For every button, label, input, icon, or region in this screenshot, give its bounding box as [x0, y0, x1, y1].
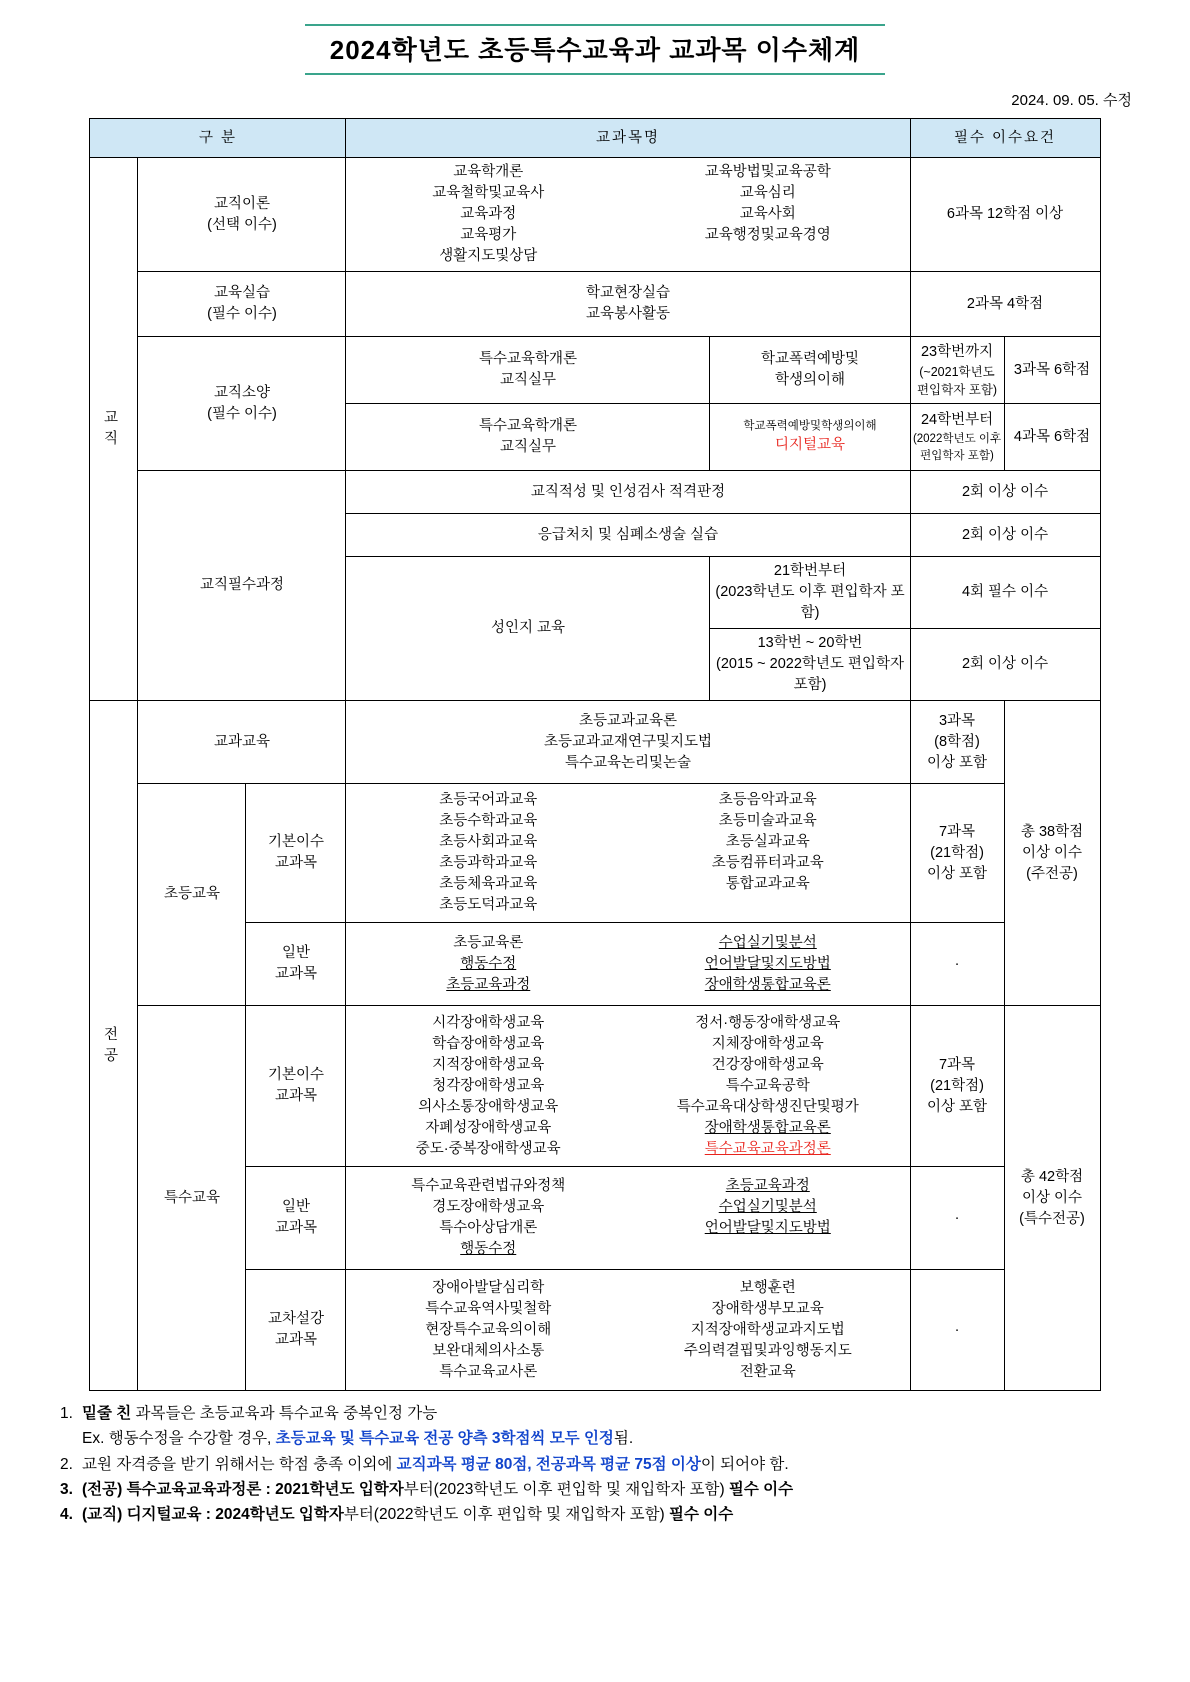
header-division: 구 분	[90, 119, 346, 158]
elementary-total-requirement: 총 38학점 이상 이수 (주전공)	[1004, 701, 1100, 1006]
special-general-subjects: 특수교육관련법규와정책 경도장애학생교육 특수아상담개론 행동수정 초등교육과정 수업실기및분석 언어발달및지도방법	[346, 1167, 910, 1270]
special-cross-requirement: ·	[910, 1270, 1004, 1391]
table-row	[90, 784, 1100, 923]
row-label-literacy: 교직소양 (필수 이수)	[138, 337, 346, 471]
table-row	[90, 337, 1100, 404]
required-item3a-requirement: 4회 필수 이수	[910, 557, 1100, 629]
special-basic-subjects: 시각장애학생교육 학습장애학생교육 지적장애학생교육 청각장애학생교육 의사소통장애학생교육 자폐성장애학생교육 중도·중복장애학생교육 정서·행동장애학생교육 지체장애학생교육 건강장애학생교육 특수교육공학 특수교육대상학생진단및평가 장애학생통합교육론 특수교육교육과정론	[346, 1006, 910, 1167]
elementary-general-subjects: 초등교육론 행동수정 초등교육과정 수업실기및분석 언어발달및지도방법 장애학생통합교육론	[346, 923, 910, 1006]
row-label-theory: 교직이론 (선택 이수)	[138, 158, 346, 272]
special-basic-requirement: 7과목 (21학점) 이상 포함	[910, 1006, 1004, 1167]
special-total-requirement: 총 42학점 이상 이수 (특수전공)	[1004, 1006, 1100, 1391]
special-general-requirement: ·	[910, 1167, 1004, 1270]
group-label-jeongong: 전 공	[90, 701, 138, 1391]
literacy-row2-requirement: 4과목 6학점	[1004, 404, 1100, 471]
row-label-special: 특수교육	[138, 1006, 246, 1391]
group-label-gyojik: 교 직	[90, 158, 138, 701]
required-item3-label: 성인지 교육	[346, 557, 710, 701]
footnote-1-example: Ex. 행동수정을 수강할 경우, 초등교육 및 특수교육 전공 양측 3학점씩 모두 인정됨.	[82, 1430, 634, 1448]
elementary-general-requirement: ·	[910, 923, 1004, 1006]
table-row	[90, 701, 1100, 784]
special-cross-label: 교차설강 교과목	[246, 1270, 346, 1391]
elementary-basic-requirement: 7과목 (21학점) 이상 포함	[910, 784, 1004, 923]
row-label-required-course: 교직필수과정	[138, 471, 346, 701]
theory-subjects: 교육학개론 교육철학및교육사 교육과정 교육평가 생활지도및상담 교육방법및교육공학 교육심리 교육사회 교육행정및교육경영	[346, 158, 910, 272]
literacy-row2-col3: 24학번부터 (2022학년도 이후 편입학자 포함)	[910, 404, 1004, 471]
special-cross-subjects: 장애아발달심리학 특수교육역사및철학 현장특수교육의이해 보완대체의사소통 특수교육교사론 보행훈련 장애학생부모교육 지적장애학생교과지도법 주의력결핍및과잉행동지도 전환교육	[346, 1270, 910, 1391]
literacy-row1-requirement: 3과목 6학점	[1004, 337, 1100, 404]
footnote-1: 1. 밑줄 친 과목들은 초등교육과 특수교육 중복인정 가능	[60, 1405, 438, 1423]
required-item2: 응급처치 및 심폐소생술 실습	[346, 514, 910, 557]
footnote-2: 2. 교원 자격증을 받기 위해서는 학점 충족 이외에 교직과목 평균 80점, 전공과목 평균 75점 이상이 되어야 함.	[60, 1455, 789, 1473]
practice-subjects: 학교현장실습 교육봉사활동	[346, 272, 910, 337]
required-item3b: 13학번 ~ 20학번 (2015 ~ 2022학년도 편입학자 포함)	[710, 629, 910, 701]
literacy-row1-col1: 특수교육학개론 교직실무	[346, 337, 710, 404]
elementary-basic-label: 기본이수 교과목	[246, 784, 346, 923]
row-label-elementary: 초등교육	[138, 784, 246, 1006]
elementary-basic-subjects: 초등국어과교육 초등수학과교육 초등사회과교육 초등과학과교육 초등체육과교육 초등도덕과교육 초등음악과교육 초등미술과교육 초등실과교육 초등컴퓨터과교육 통합교과교육	[346, 784, 910, 923]
literacy-row2-col1: 특수교육학개론 교직실무	[346, 404, 710, 471]
footnote-4: 4. (교직) 디지털교육 : 2024학년도 입학자부터(2022학년도 이후 편입학 및 재입학자 포함) 필수 이수	[60, 1505, 734, 1523]
row-label-subject-education: 교과교육	[138, 701, 346, 784]
title-block	[50, 24, 1140, 75]
page-title: 2024학년도 초등특수교육과 교과목 이수체계	[329, 35, 861, 65]
table-row	[90, 158, 1100, 272]
required-item2-requirement: 2회 이상 이수	[910, 514, 1100, 557]
theory-requirement: 6과목 12학점 이상	[910, 158, 1100, 272]
header-subject: 교과목명	[346, 119, 910, 158]
required-item3a: 21학번부터 (2023학년도 이후 편입학자 포함)	[710, 557, 910, 629]
row-label-practice: 교육실습 (필수 이수)	[138, 272, 346, 337]
footnote-3: 3. (전공) 특수교육교육과정론 : 2021학년도 입학자부터(2023학년도 이후 편입학 및 재입학자 포함) 필수 이수	[60, 1480, 794, 1498]
practice-requirement: 2과목 4학점	[910, 272, 1100, 337]
table-row	[90, 471, 1100, 514]
literacy-row1-col2: 학교폭력예방및 학생의이해	[710, 337, 910, 404]
special-basic-label: 기본이수 교과목	[246, 1006, 346, 1167]
header-requirement: 필수 이수요건	[910, 119, 1100, 158]
table-row	[90, 272, 1100, 337]
table-row	[90, 1006, 1100, 1167]
subject-education-requirement: 3과목 (8학점) 이상 포함	[910, 701, 1004, 784]
required-item3b-requirement: 2회 이상 이수	[910, 629, 1100, 701]
revision-date: 2024. 09. 05. 수정	[1011, 92, 1132, 110]
elementary-general-label: 일반 교과목	[246, 923, 346, 1006]
curriculum-table	[89, 118, 1100, 1391]
title-rule-bottom	[305, 73, 885, 75]
footnotes	[50, 1401, 1150, 1527]
literacy-row1-col3: 23학번까지 (~2021학년도 편입학자 포함)	[910, 337, 1004, 404]
special-general-label: 일반 교과목	[246, 1167, 346, 1270]
subject-education-subjects: 초등교과교육론 초등교과교재연구및지도법 특수교육논리및논술	[346, 701, 910, 784]
literacy-row2-col2: 학교폭력예방및학생의이해 디지털교육	[710, 404, 910, 471]
required-item1-requirement: 2회 이상 이수	[910, 471, 1100, 514]
required-item1: 교직적성 및 인성검사 적격판정	[346, 471, 910, 514]
table-header-row	[90, 119, 1100, 158]
